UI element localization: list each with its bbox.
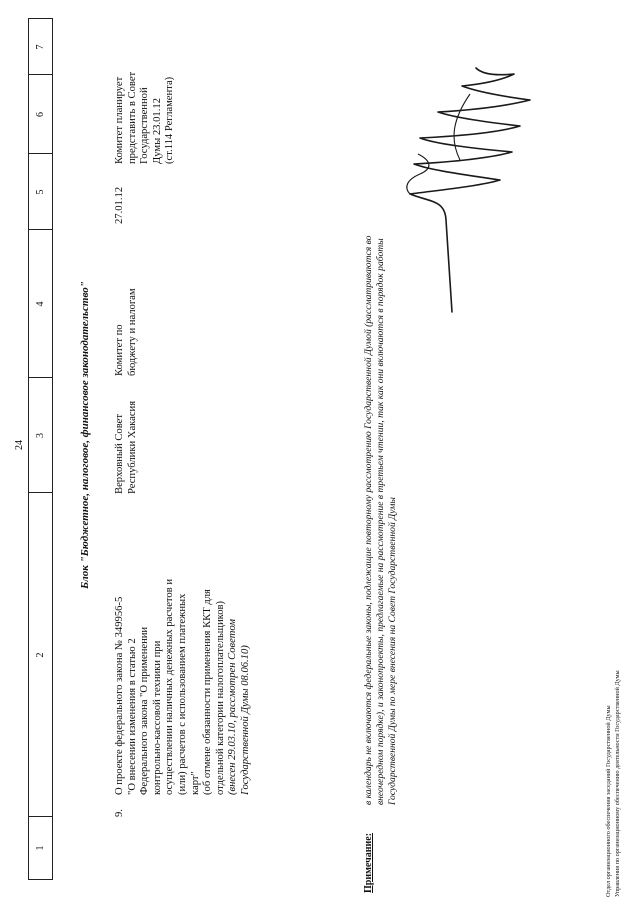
bill-line: контрольно-кассовой техники при (151, 640, 163, 795)
footer-line: Управления по организационному обеспечению деятельности Государственной Думы (614, 670, 621, 897)
page-number: 24 (14, 440, 25, 450)
bill-author (114, 384, 139, 494)
remark-line: Думы 23.01.12 (151, 98, 163, 164)
remark-line: Государственной (139, 87, 151, 164)
author-line: Республики Хакасия (126, 400, 138, 494)
item-number: 9. (114, 809, 125, 817)
review-date: 27.01.12 (114, 186, 125, 224)
handwritten-signature (390, 60, 550, 320)
bill-line: О проекте федерального закона № 349956-5 (114, 596, 125, 795)
column-number: 5 (29, 153, 52, 230)
column-number: 1 (29, 816, 52, 879)
bill-line: (или) расчетов с использованием платежных (176, 593, 188, 795)
bill-line: осуществлении наличных денежных расчетов и (164, 578, 176, 795)
footer-line: Отдел организационного обеспечения заседаний Государственной Думы (605, 705, 612, 897)
bill-line: "О внесении изменения в статью 2 (126, 638, 138, 795)
note-line: в календарь не включаются федеральные законы, подлежащие повторному рассмотрению Государственной Думой (рассматриваются во (363, 235, 374, 805)
bill-status-line: Государственной Думы 08.06.10) (239, 645, 251, 795)
column-number: 3 (29, 377, 52, 493)
author-line: Верховный Совет (114, 414, 125, 494)
column-number-header (28, 18, 53, 880)
note-line: внеочередном порядке), и законопроекты, предлагаемые на рассмотрение в третьем чтении, так как они включаются в порядок работы (375, 238, 386, 805)
bill-subject-line: (об отмене обязанности применения ККТ для (202, 589, 214, 795)
block-title: Блок "Бюджетное, налоговое, финансовое законодательство" (79, 281, 91, 589)
remark-line: (ст.114 Регламента) (164, 76, 176, 164)
note-label: Примечание: (363, 832, 374, 893)
column-number: 4 (29, 229, 52, 378)
bill-line: Федерального закона "О применении (139, 626, 151, 795)
responsible-committee (114, 256, 139, 376)
remark-line: Комитет планирует (114, 76, 125, 164)
column-number: 2 (29, 492, 52, 817)
column-number: 7 (35, 44, 46, 50)
remark-line: представить в Совет (126, 71, 138, 164)
note-line: Государственной Думы по мере внесения на Совет Государственной Думы (387, 497, 398, 805)
committee-line: бюджету и налогам (126, 288, 138, 376)
column-number: 6 (29, 74, 52, 154)
footer (604, 597, 622, 897)
committee-line: Комитет по (114, 324, 125, 376)
bill-description (114, 495, 253, 795)
bill-status-line: (внесен 29.03.10, рассмотрен Советом (227, 619, 239, 795)
bill-subject-line: отдельной категории налогоплательщиков) (214, 600, 226, 795)
bill-line: карт" (189, 771, 201, 795)
remark (114, 34, 177, 164)
